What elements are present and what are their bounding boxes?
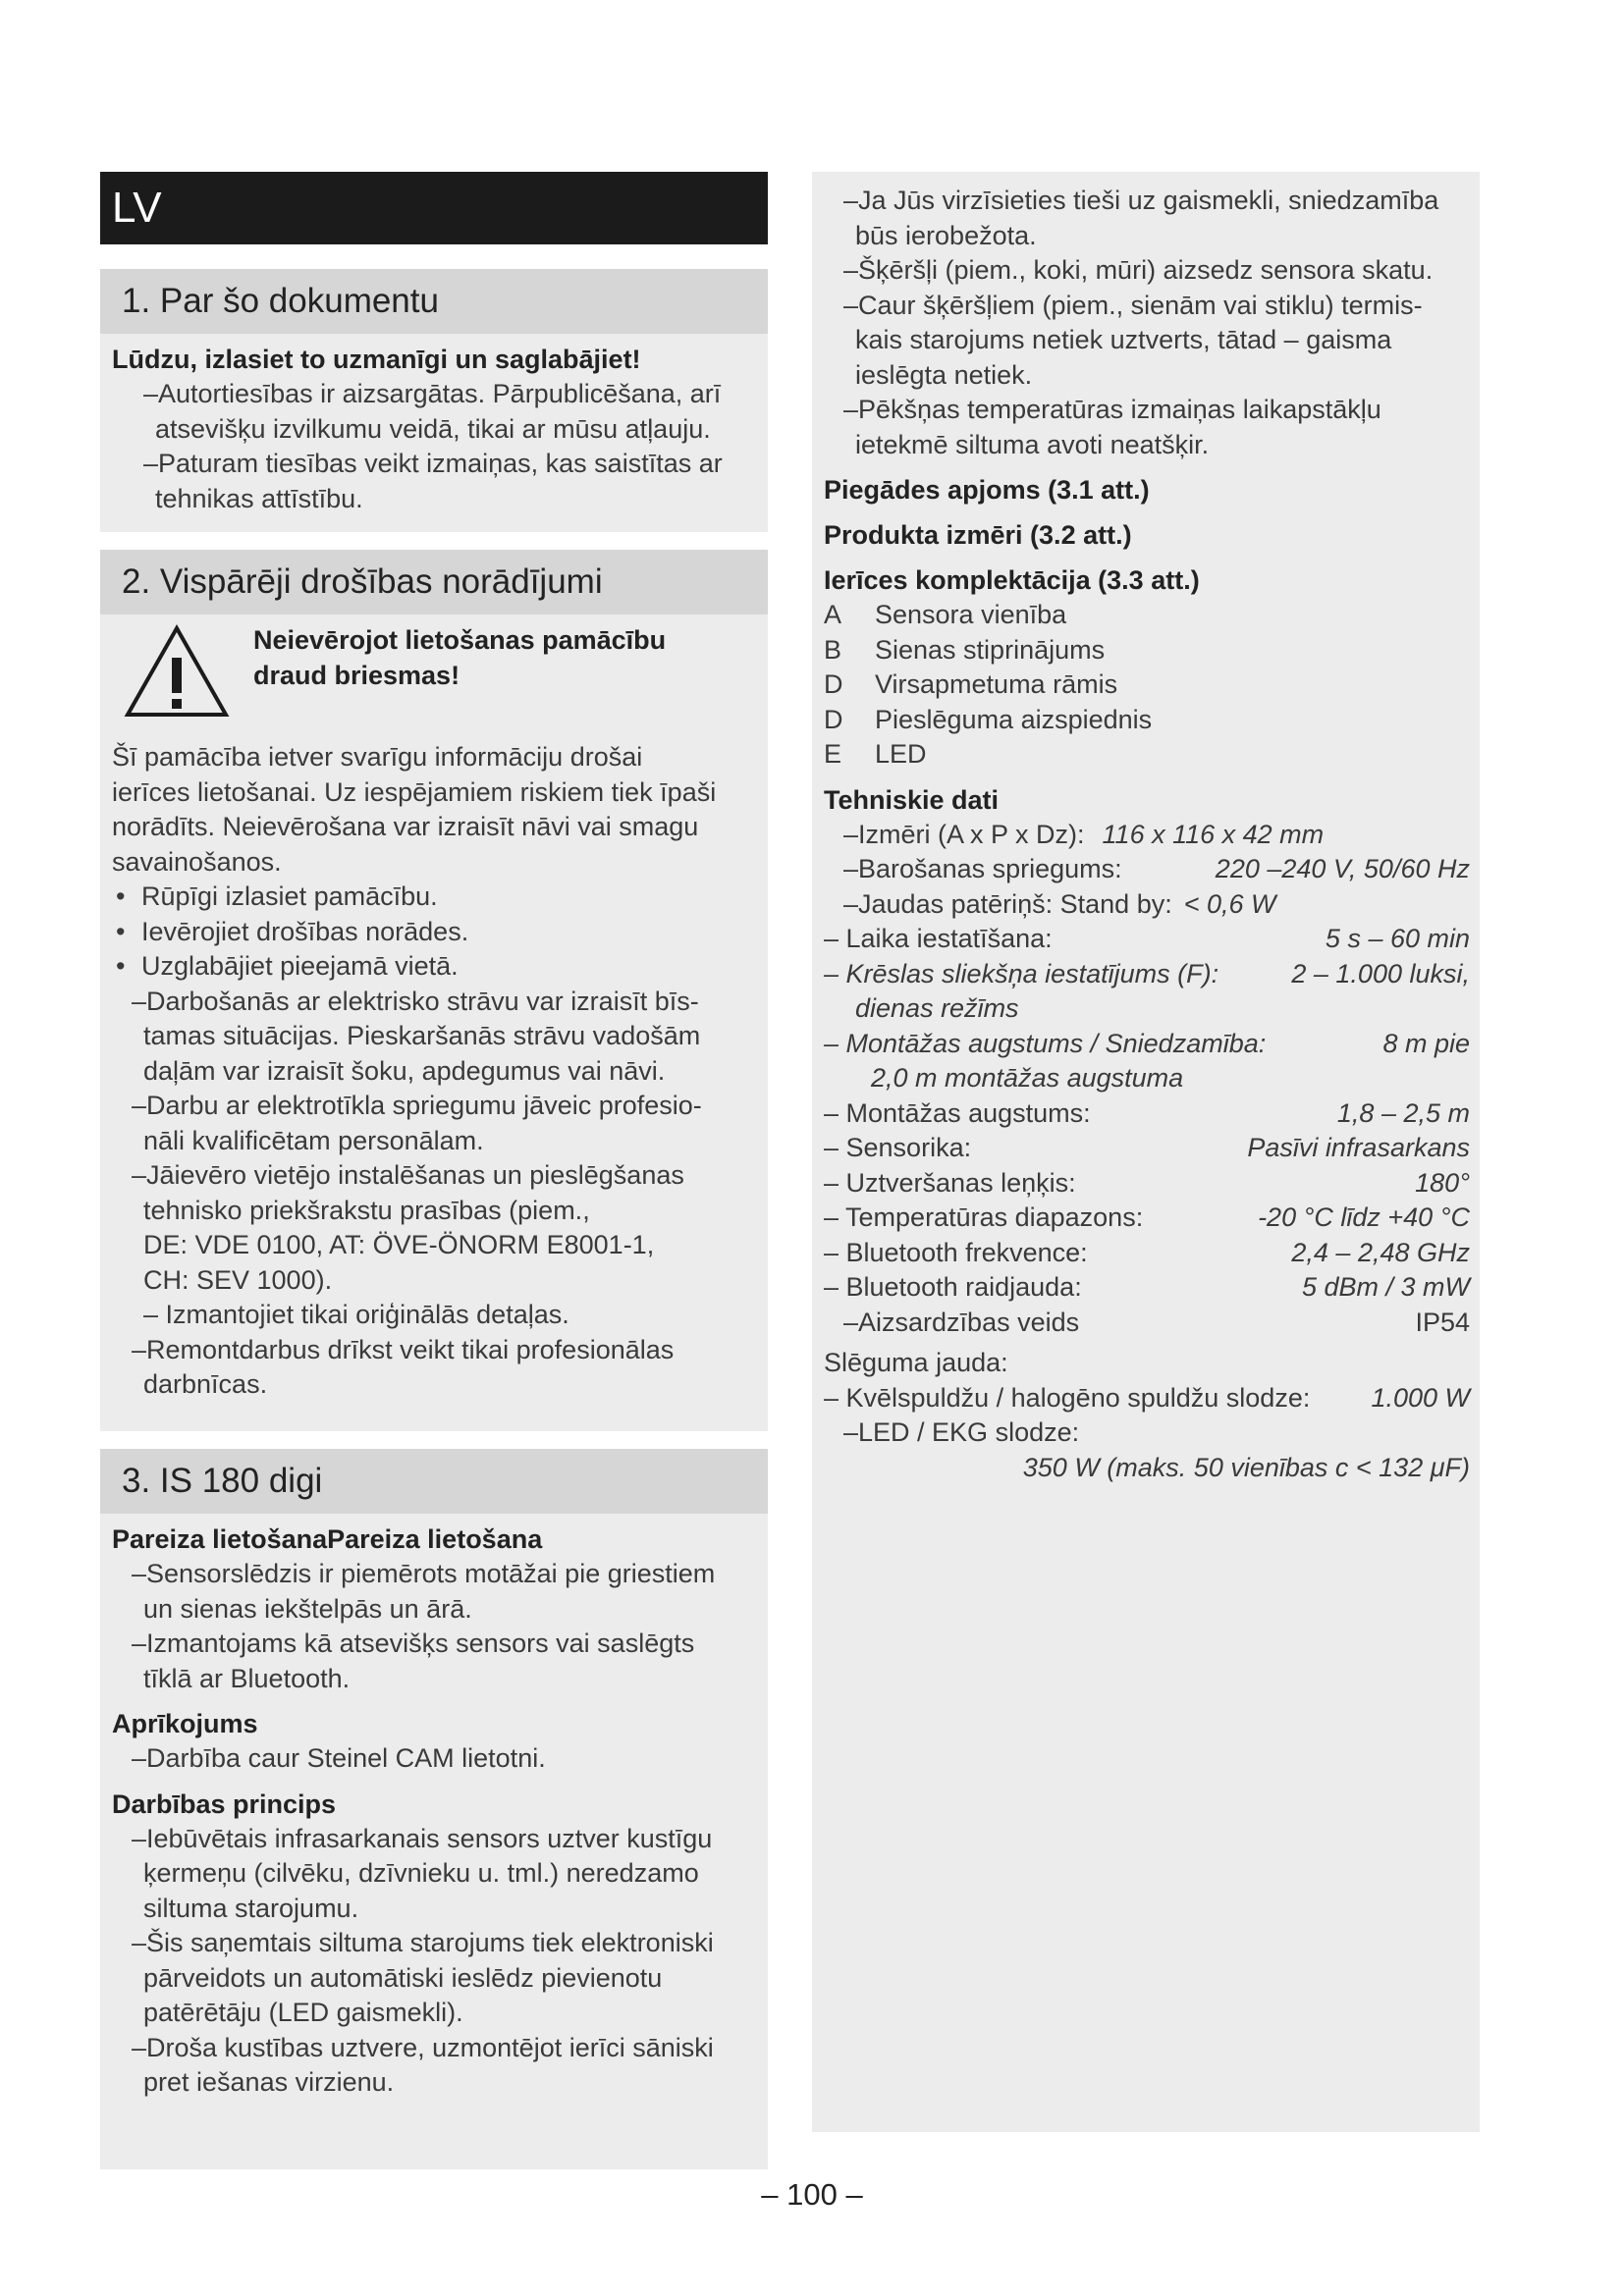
subheading: Aprīkojums — [112, 1709, 258, 1738]
section-title: 3. IS 180 digi — [100, 1449, 768, 1514]
spec-row: – Krēslas sliekšņa iestatījums (F): 2 – 1.000 luksi, — [824, 958, 1470, 988]
subheading-kit: Ierīces komplektācija (3.3 att.) — [824, 565, 1200, 595]
list-item: –Jāievēro vietējo instalēšanas un pieslēgšanas — [132, 1160, 684, 1190]
list-item: –Remontdarbus drīkst veikt tikai profesionālas — [132, 1334, 675, 1364]
kit-item: E LED — [824, 739, 927, 769]
list-item: – Izmantojiet tikai oriģinālās detaļas. — [143, 1300, 569, 1329]
subheading-tech-data: Tehniskie dati — [824, 784, 1000, 815]
section-safety — [100, 550, 768, 1431]
paragraph-line: Šī pamācība ietver svarīgu informāciju drošai — [112, 742, 643, 772]
list-item: –Ja Jūs virzīsieties tieši uz gaismekli, sniedzamība — [843, 186, 1439, 215]
list-item: būs ierobežota. — [855, 220, 1037, 250]
spec-continuation: dienas režīms — [855, 993, 1019, 1023]
spec-row: –Izmēri (A x P x Dz): 116 x 116 x 42 mm — [843, 819, 1325, 849]
list-item: patērētāju (LED gaismekli). — [143, 1998, 463, 2027]
spec-row: – Montāžas augstums / Sniedzamība: 8 m pie — [824, 1028, 1470, 1058]
bullet-mark: • — [116, 916, 126, 946]
section-title: 2. Vispārēji drošības norādījumi — [100, 550, 768, 614]
list-item: ietekmē siltuma avoti neatšķir. — [855, 429, 1210, 459]
kit-item: D Pieslēguma aizspiednis — [824, 704, 1153, 734]
list-item: daļām var izraisīt šoku, apdegumus vai nāvi. — [143, 1055, 666, 1086]
list-item: CH: SEV 1000). — [143, 1264, 333, 1295]
list-item: –Iebūvētais infrasarkanais sensors uztver kustīgu — [132, 1823, 713, 1853]
spec-row: –Barošanas spriegums: 220 –240 V, 50/60 Hz — [843, 854, 1470, 883]
load-row: – Kvēlspuldžu / halogēno spuldžu slodze: 1.000 W — [824, 1382, 1470, 1413]
list-item: ieslēgta netiek. — [855, 359, 1033, 390]
subheading: Darbības princips — [112, 1789, 337, 1819]
spec-row: – Temperatūras diapazons: -20 °C līdz +40 °C — [824, 1202, 1470, 1232]
list-item: darbnīcas. — [143, 1369, 268, 1399]
list-item: –Autortiesības ir aizsargātas. Pārpublicēšana, arī — [143, 379, 722, 408]
list-item: un sienas iekštelpās un ārā. — [143, 1593, 472, 1624]
list-item: tamas situācijas. Pieskaršanās strāvu vadošām — [143, 1021, 701, 1050]
list-item: pret iešanas virzienu. — [143, 2067, 395, 2097]
spec-row: –Jaudas patēriņš: Stand by: < 0,6 W — [843, 888, 1276, 919]
spec-row: – Uztveršanas leņķis: 180° — [824, 1167, 1470, 1198]
kit-item: D Virsapmetuma rāmis — [824, 669, 1118, 699]
bullet-item: • Uzglabājiet pieejamā vietā. — [112, 949, 754, 985]
spec-row: – Laika iestatīšana: 5 s – 60 min — [824, 924, 1470, 953]
spec-row: – Montāžas augstums: 1,8 – 2,5 m — [824, 1097, 1470, 1128]
load-row: –LED / EKG slodze: — [843, 1417, 1080, 1447]
list-item: atsevišķu izvilkumu veidā, tikai ar mūsu atļauju. — [155, 413, 711, 444]
warning-triangle-icon — [122, 622, 232, 721]
load-value: 350 W (maks. 50 vienības c < 132 μF) — [1022, 1452, 1470, 1482]
list-item: pārveidots un automātiski ieslēdz pievienotu — [143, 1962, 663, 1993]
list-item: –Droša kustības uztvere, uzmontējot ierīci sāniski — [132, 2032, 714, 2062]
list-item: –Pēkšņas temperatūras izmaiņas laikapstākļu — [843, 395, 1381, 424]
paragraph-line: savainošanos. — [112, 846, 282, 877]
paragraph-line: ierīces lietošanai. Uz iespējamiem riskiem tiek īpaši — [112, 776, 717, 807]
right-column — [812, 172, 1480, 2132]
lead-text: Lūdzu, izlasiet to uzmanīgi un saglabājiet! — [112, 345, 641, 374]
list-item: nāli kvalificētam personālam. — [143, 1125, 484, 1155]
kit-item: A Sensora vienība — [824, 600, 1067, 629]
list-item: –Darbošanās ar elektrisko strāvu var izraisīt bīs- — [132, 986, 699, 1016]
list-item: –Caur šķēršļiem (piem., sienām vai stiklu) termis- — [843, 290, 1423, 320]
list-item: –Šis saņemtais siltuma starojums tiek elektroniski — [132, 1928, 714, 1957]
list-item: kais starojums netiek uztverts, tātad – gaisma — [855, 325, 1392, 354]
list-item: tehnisko priekšrakstu prasības (piem., — [143, 1195, 590, 1225]
list-item: –Paturam tiesības veikt izmaiņas, kas saistītas ar — [143, 449, 723, 478]
spec-row: –Aizsardzības veids IP54 — [843, 1307, 1470, 1337]
list-item: ķermeņu (cilvēku, dzīvnieku u. tml.) neredzamo — [143, 1858, 699, 1888]
spec-continuation: 2,0 m montāžas augstuma — [871, 1063, 1184, 1093]
warning-line: Neievērojot lietošanas pamācību — [253, 625, 667, 655]
section-title: 1. Par šo dokumentu — [100, 269, 768, 334]
kit-item: B Sienas stiprinājums — [824, 634, 1106, 665]
language-header: LV — [100, 172, 768, 244]
list-item: –Sensorslēdzis ir piemērots motāžai pie griestiem — [132, 1559, 716, 1588]
list-item: –Darbu ar elektrotīkla spriegumu jāveic profesio- — [132, 1091, 702, 1120]
spec-row: – Sensorika: Pasīvi infrasarkans — [824, 1133, 1470, 1162]
warning-line: draud briesmas! — [253, 661, 460, 690]
section-product — [100, 1449, 768, 2169]
bullet-item: • Rūpīgi izlasiet pamācību. — [112, 880, 754, 915]
bullet-mark: • — [116, 951, 126, 981]
list-item: DE: VDE 0100, AT: ÖVE-ÖNORM E8001-1, — [143, 1230, 655, 1259]
list-item: tehnikas attīstību. — [155, 483, 363, 513]
list-item: –Izmantojams kā atsevišķs sensors vai saslēgts — [132, 1629, 695, 1658]
bullet-mark: • — [116, 881, 126, 911]
left-column — [100, 269, 768, 2187]
subheading-scope: Piegādes apjoms (3.1 att.) — [824, 475, 1150, 505]
list-item: –Šķēršļi (piem., koki, mūri) aizsedz sensora skatu. — [843, 255, 1434, 285]
load-title: Slēguma jauda: — [824, 1348, 1008, 1377]
paragraph-line: norādīts. Neievērošana var izraisīt nāvi vai smagu — [112, 812, 699, 841]
subheading: Pareiza lietošanaPareiza lietošana — [112, 1524, 543, 1554]
list-item: –Darbība caur Steinel CAM lietotni. — [132, 1743, 546, 1773]
section-about-document — [100, 269, 768, 532]
list-item: tīklā ar Bluetooth. — [143, 1663, 351, 1693]
warning-block — [112, 622, 754, 730]
page-number: – 100 – — [761, 2177, 863, 2212]
spec-row: – Bluetooth frekvence: 2,4 – 2,48 GHz — [824, 1237, 1470, 1267]
spec-row: – Bluetooth raidjauda: 5 dBm / 3 mW — [824, 1272, 1470, 1302]
list-item: siltuma starojumu. — [143, 1893, 359, 1923]
subheading-dimensions: Produkta izmēri (3.2 att.) — [824, 520, 1132, 550]
bullet-item: • Ievērojiet drošības norādes. — [112, 915, 754, 950]
